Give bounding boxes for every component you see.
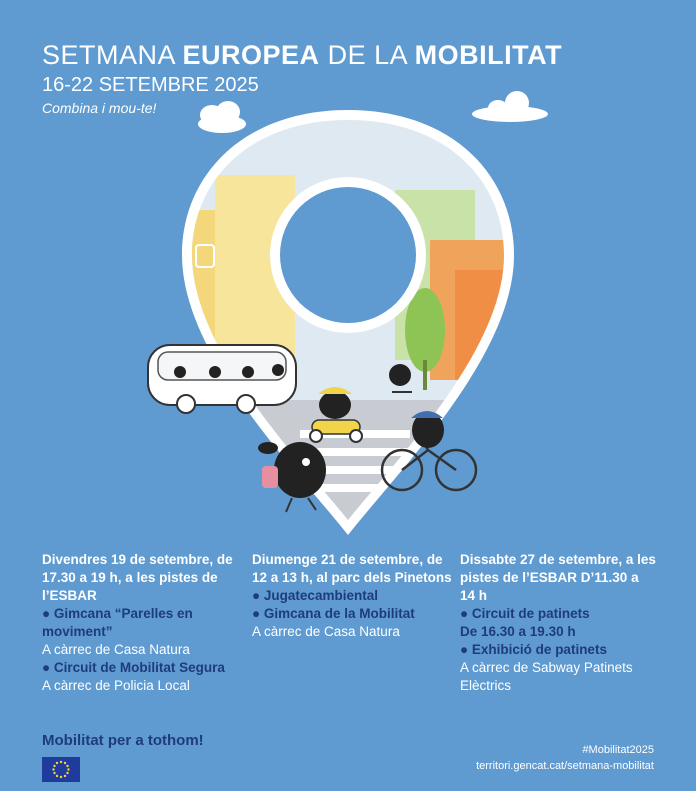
event-3-heading: Dissabte 27 de setembre, a les pistes de l’ESBAR D’11.30 a 14 h xyxy=(460,552,656,603)
footer-links xyxy=(476,742,654,774)
event-2-activity-2 xyxy=(252,605,452,623)
footer-url[interactable]: territori.gencat.cat/setmana-mobilitat xyxy=(476,760,654,772)
event-1-activity-2-by: A càrrec de Policia Local xyxy=(42,678,190,693)
bullet-icon: ● xyxy=(42,606,51,621)
pedestrian-icon xyxy=(258,442,326,512)
bus-icon xyxy=(148,345,296,413)
event-3-activity-2-label: Exhibició de patinets xyxy=(471,642,607,657)
title-part-3: DE LA xyxy=(319,40,415,70)
event-3-activity-2-by: A càrrec de Sabway Patinets Elèctrics xyxy=(460,660,633,693)
event-3-activity-2 xyxy=(460,641,656,659)
event-3-activity-1-label: Circuit de patinets xyxy=(471,606,590,621)
event-column-3 xyxy=(460,551,656,695)
title-part-4: MOBILITAT xyxy=(414,40,563,70)
event-1-heading: Divendres 19 de setembre, de 17.30 a 19 h, a les pistes de l’ESBAR xyxy=(42,552,233,603)
bullet-icon: ● xyxy=(42,660,51,675)
poster-slogan: Combina i mou-te! xyxy=(42,100,157,116)
event-column-2 xyxy=(252,551,452,641)
event-3-activity-1 xyxy=(460,605,656,623)
poster-dates: 16-22 SETEMBRE 2025 xyxy=(42,74,259,96)
cloud-left-icon xyxy=(198,101,246,133)
eu-flag-icon xyxy=(42,757,80,782)
bullet-icon: ● xyxy=(252,588,261,603)
event-1-activity-1-by: A càrrec de Casa Natura xyxy=(42,642,190,657)
event-1-activity-1-label: Gimcana “Parelles en moviment” xyxy=(42,606,193,639)
footer-tagline: Mobilitat per a tothom! xyxy=(42,732,204,749)
event-2-activity-1-label: Jugatecambiental xyxy=(263,588,378,603)
event-3-activity-1-time: De 16.30 a 19.30 h xyxy=(460,624,576,639)
event-2-activity-1 xyxy=(252,587,452,605)
event-2-activity-2-label: Gimcana de la Mobilitat xyxy=(263,606,415,621)
bullet-icon: ● xyxy=(460,606,469,621)
event-1-activity-1 xyxy=(42,605,242,641)
event-2-activity-2-by: A càrrec de Casa Natura xyxy=(252,624,400,639)
footer-hashtag: #Mobilitat2025 xyxy=(582,744,654,756)
event-1-activity-2-label: Circuit de Mobilitat Segura xyxy=(53,660,225,675)
bullet-icon: ● xyxy=(252,606,261,621)
event-column-1 xyxy=(42,551,242,695)
title-part-1: SETMANA xyxy=(42,40,183,70)
event-2-heading: Diumenge 21 de setembre, de 12 a 13 h, al parc dels Pinetons xyxy=(252,552,452,585)
title-part-2: EUROPEA xyxy=(182,40,320,70)
cloud-right-icon xyxy=(472,91,548,122)
event-1-activity-2 xyxy=(42,659,242,677)
bullet-icon: ● xyxy=(460,642,469,657)
